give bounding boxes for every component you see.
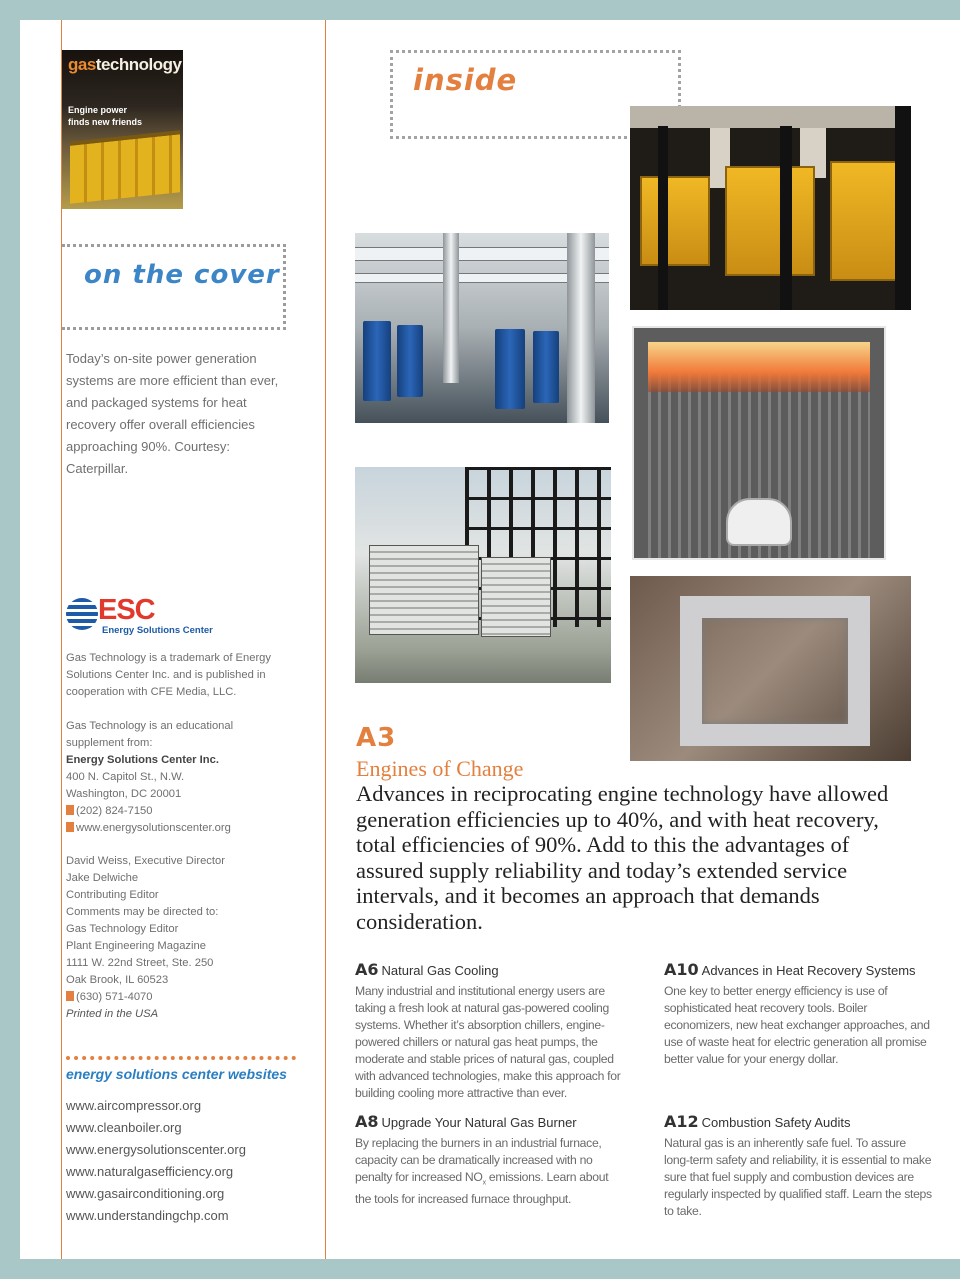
cover-headline-1: Engine power [68,105,128,115]
article-a10[interactable]: A10 Advances in Heat Recovery Systems One key to better energy efficiency is use of sophisticated heat recovery tools. Boiler economizers, new heat exchanger approaches, and use of waste heat for electric generation all promise better value for your energy dollar. [664,960,930,1066]
burner-image [726,498,792,546]
website-link[interactable]: www.aircompressor.org [66,1098,202,1113]
heat-exchanger-photo [630,576,911,761]
cover-caption: Today’s on-site power generation systems are more efficient than ever, and packaged systems for heat recovery offer overall efficiencies approaching 90%. Courtesy: Caterpillar. [66,351,279,476]
cooling-tower-photo [355,467,611,683]
cover-engine-image [70,130,180,204]
publisher-name: Energy Solutions Center Inc. [66,754,219,766]
on-the-cover-box [62,244,286,330]
web-icon [66,822,74,832]
trademark-note: Gas Technology is a trademark of Energy Solutions Center Inc. and is published in cooperation with CFE Media, LLC. [66,652,272,698]
inside-heading: inside [413,63,518,97]
website-link[interactable]: www.cleanboiler.org [66,1120,182,1135]
esc-logo: ESC Energy Solutions Center [66,596,226,638]
on-the-cover-heading: on the cover [84,260,280,290]
publisher-block: Gas Technology is an educational supplement from: Energy Solutions Center Inc. 400 N. Capitol St., N.W. Washington, DC 20001 (202) 824-7150 www.energysolutionscenter.org [66,718,286,837]
generator-photo [630,106,911,310]
website-link[interactable]: www.energysolutionscenter.org [66,1142,246,1157]
websites-divider [66,1056,296,1060]
cover-brand: gastechnology [68,55,182,74]
furnace-illustration [632,326,886,560]
staff-phone: (630) 571-4070 [66,989,286,1006]
phone-icon [66,991,74,1001]
boiler-room-photo [355,233,609,423]
featured-body: Advances in reciprocating engine technology have allowed generation efficiencies up to 40%, and with heat recovery, total efficiencies of 90%. Add to this the advantages of assured supply reliability and today’s extended service intervals, and it becomes an approach that demands consideration. [356,781,889,934]
phone-icon [66,805,74,815]
page [20,20,960,1259]
cover-thumbnail [62,50,183,209]
featured-section-code: A3 [356,723,397,753]
website-link[interactable]: www.gasairconditioning.org [66,1186,225,1201]
article-a8[interactable]: A8 Upgrade Your Natural Gas Burner By replacing the burners in an industrial furnace, capacity can be dramatically increased with no penalty for increased $NO_x$ emissions. Learn about the tools for increased furnace throughput. [355,1112,609,1207]
publisher-phone: (202) 824-7150 [66,803,286,820]
website-link[interactable]: www.understandingchp.com [66,1208,229,1223]
website-link[interactable]: www.naturalgasefficiency.org [66,1164,234,1179]
featured-title: Engines of Change [356,756,524,781]
esc-globe-icon [66,598,98,630]
article-a6[interactable]: A6 Natural Gas Cooling Many industrial and institutional energy users are taking a fresh look at natural gas-powered cooling systems. Whether it’s absorption chillers, engine-powered chillers or natural gas heat pumps, the moderate and stable prices of natural gas, coupled with advanced technologies, make this approach for building cooling more attractive than ever. [355,960,621,1100]
websites-list [66,1095,296,1227]
article-a12[interactable]: A12 Combustion Safety Audits Natural gas is an inherently safe fuel. To assure long-term safety and reliability, it is essential to make sure that fuel supply and combustion devices are regularly inspected by qualified staff. Learn the steps to take. [664,1112,932,1218]
staff-block: David Weiss, Executive Director Jake Delwiche Contributing Editor Comments may be directed to: Gas Technology Editor Plant Engineering Magazine 1111 W. 22nd Street, Ste. 250 Oak Brook, IL 60523 (630) 571-4070 Printed in the USA [66,853,286,1023]
cover-headline-2: finds new friends [68,117,143,127]
column-rule [325,20,326,1259]
websites-heading: energy solutions center websites [66,1066,287,1082]
publisher-website[interactable]: www.energysolutionscenter.org [66,820,286,837]
